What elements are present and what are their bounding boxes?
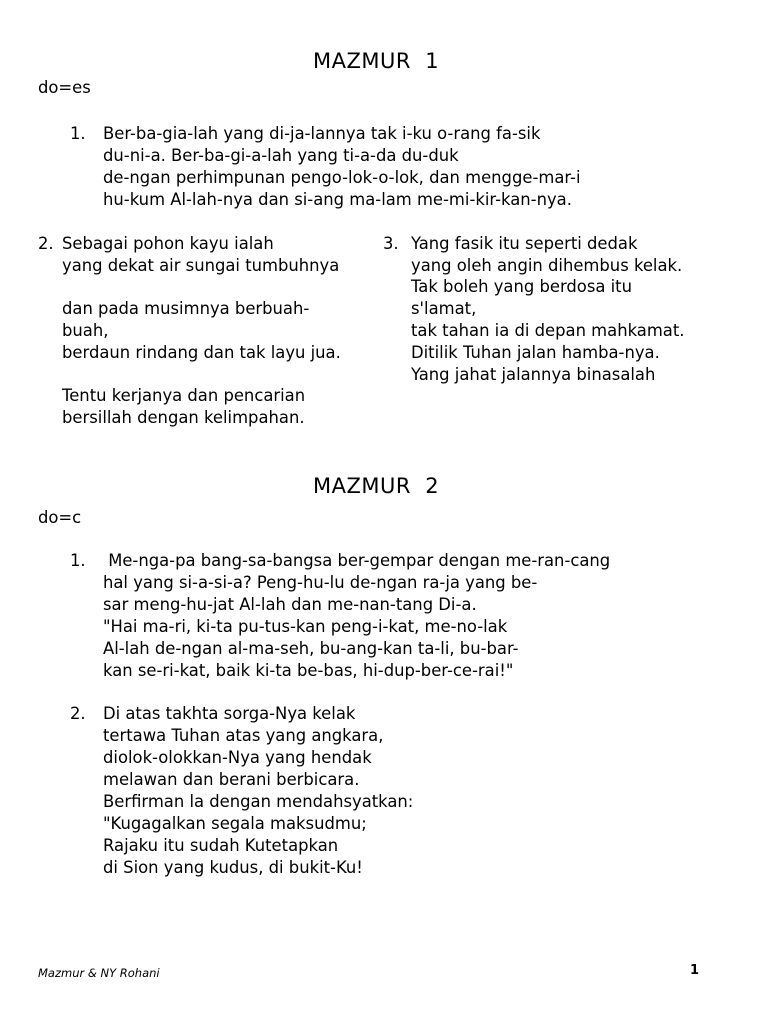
- psalm1-verse3-line: Ditilik Tuhan jalan hamba-nya.: [411, 343, 660, 362]
- psalm1-verse3-line: s'lamat,: [411, 299, 477, 318]
- psalm2-verse2-number: 2.: [70, 704, 86, 723]
- psalm1-verse2-line: dan pada musimnya berbuah-: [62, 299, 310, 318]
- psalm2-verse2-line: di Sion yang kudus, di bukit-Ku!: [103, 858, 363, 877]
- psalm1-verse2-line: Sebagai pohon kayu ialah: [62, 234, 274, 253]
- psalm1-verse1-line: de-ngan perhimpunan pengo-lok-o-lok, dan mengge-mar-i: [103, 168, 581, 187]
- psalm2-verse2-line: melawan dan berani berbicara.: [103, 770, 360, 789]
- psalm1-verse3-line: Yang fasik itu seperti dedak: [411, 234, 638, 253]
- psalm1-verse1-line: du-ni-a. Ber-ba-gi-a-lah yang ti-a-da du-duk: [103, 146, 459, 165]
- psalm1-verse3-line: tak tahan ia di depan mahkamat.: [411, 321, 685, 340]
- psalm1-verse3-line: yang oleh angin dihembus kelak.: [411, 256, 683, 275]
- psalm2-verse1-number: 1.: [70, 551, 86, 570]
- psalm1-verse2-line: berdaun rindang dan tak layu jua.: [62, 343, 341, 362]
- psalm1-verse2-number: 2.: [38, 234, 54, 253]
- psalm2-verse2-line: diolok-olokkan-Nya yang hendak: [103, 748, 372, 767]
- psalm2-verse2-line: "Kugagalkan segala maksudmu;: [103, 814, 367, 833]
- psalm2-verse1-line: sar meng-hu-jat Al-lah dan me-nan-tang Di-a.: [103, 595, 477, 614]
- psalm2-verse1-line: hal yang si-a-si-a? Peng-hu-lu de-ngan ra-ja yang be-: [103, 573, 538, 592]
- psalm2-verse1-line: kan se-ri-kat, baik ki-ta be-bas, hi-dup-ber-ce-rai!": [103, 661, 514, 680]
- psalm1-verse3-number: 3.: [383, 234, 399, 253]
- psalm2-title: MAZMUR 2: [313, 474, 440, 498]
- psalm1-verse3-line: Tak boleh yang berdosa itu: [411, 277, 632, 296]
- psalm1-verse1-line: hu-kum Al-lah-nya dan si-ang ma-lam me-mi-kir-kan-nya.: [103, 190, 572, 209]
- psalm1-verse2-line: buah,: [62, 321, 109, 340]
- psalm1-title: MAZMUR 1: [313, 49, 440, 73]
- footer-book-title: Mazmur & NY Rohani: [38, 966, 160, 980]
- psalm1-verse1-line: Ber-ba-gia-lah yang di-ja-lannya tak i-ku o-rang fa-sik: [103, 124, 541, 143]
- psalm2-verse2-line: Rajaku itu sudah Kutetapkan: [103, 836, 339, 855]
- psalm2-verse1-line: Me-nga-pa bang-sa-bangsa ber-gempar dengan me-ran-cang: [103, 551, 611, 570]
- psalm1-verse2-line: yang dekat air sungai tumbuhnya: [62, 256, 340, 275]
- psalm2-verse2-line: Berfirman la dengan mendahsyatkan:: [103, 792, 414, 811]
- psalm2-verse1-line: "Hai ma-ri, ki-ta pu-tus-kan peng-i-kat, me-no-lak: [103, 617, 508, 636]
- psalm1-verse1-number: 1.: [70, 124, 86, 143]
- psalm1-key: do=es: [38, 78, 91, 97]
- page-number: 1: [690, 963, 700, 978]
- psalm2-key: do=c: [38, 508, 82, 527]
- psalm2-verse2-line: Di atas takhta sorga-Nya kelak: [103, 704, 356, 723]
- psalm2-verse2-line: tertawa Tuhan atas yang angkara,: [103, 726, 384, 745]
- psalm1-verse3-line: Yang jahat jalannya binasalah: [411, 365, 656, 384]
- psalm2-verse1-line: Al-lah de-ngan al-ma-seh, bu-ang-kan ta-li, bu-bar-: [103, 639, 519, 658]
- psalm1-verse2-line: Tentu kerjanya dan pencarian: [62, 386, 306, 405]
- psalm1-verse2-line: bersillah dengan kelimpahan.: [62, 408, 305, 427]
